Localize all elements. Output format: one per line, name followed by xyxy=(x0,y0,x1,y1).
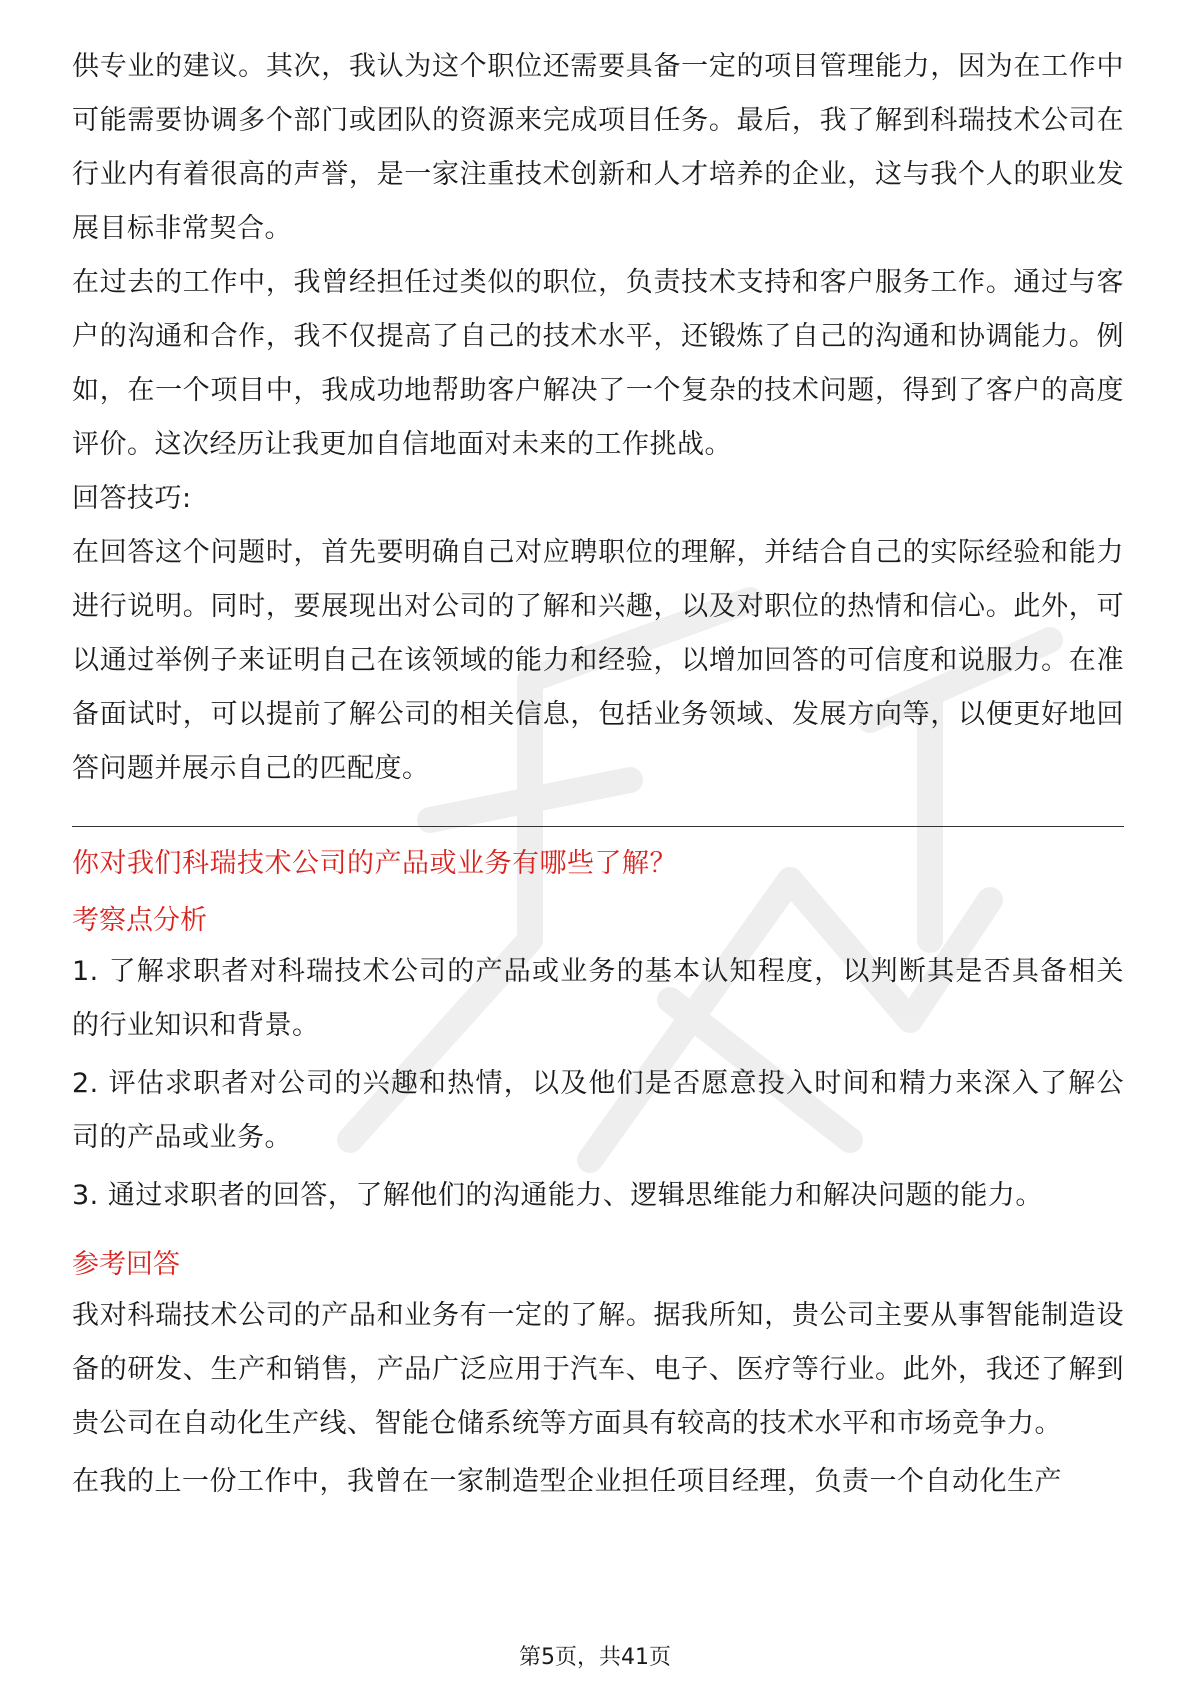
answer-label: 参考回答 xyxy=(72,1249,180,1280)
page-content xyxy=(72,40,1124,1509)
intro-paragraph-2: 在过去的工作中，我曾经担任过类似的职位，负责技术支持和客户服务工作。通过与客户的沟通和合作，我不仅提高了自己的技术水平，还锻炼了自己的沟通和协调能力。例如，在一个项目中，我成功地帮助客户解决了一个复杂的技术问题，得到了客户的高度评价。这次经历让我更加自信地面对未来的工作挑战。 xyxy=(72,267,1124,460)
analysis-item-1: 1. 了解求职者对科瑞技术公司的产品或业务的基本认知程度，以判断其是否具备相关的行业知识和背景。 xyxy=(72,956,1124,1041)
analysis-item-3: 3. 通过求职者的回答，了解他们的沟通能力、逻辑思维能力和解决问题的能力。 xyxy=(72,1180,1043,1211)
answer-paragraph-1: 我对科瑞技术公司的产品和业务有一定的了解。据我所知，贵公司主要从事智能制造设备的研发、生产和销售，产品广泛应用于汽车、电子、医疗等行业。此外，我还了解到贵公司在自动化生产线、智能仓储系统等方面具有较高的技术水平和市场竞争力。 xyxy=(72,1300,1124,1439)
question-title: 你对我们科瑞技术公司的产品或业务有哪些了解？ xyxy=(72,848,677,879)
page-indicator: 第5页，共41页 xyxy=(519,1645,671,1670)
answer-paragraph-2: 在我的上一份工作中，我曾在一家制造型企业担任项目经理，负责一个自动化生产 xyxy=(72,1466,1062,1497)
intro-paragraph-1: 供专业的建议。其次，我认为这个职位还需要具备一定的项目管理能力，因为在工作中可能需要协调多个部门或团队的资源来完成项目任务。最后，我了解到科瑞技术公司在行业内有着很高的声誉，是一家注重技术创新和人才培养的企业，这与我个人的职业发展目标非常契合。 xyxy=(72,51,1124,244)
analysis-label: 考察点分析 xyxy=(72,905,207,936)
tips-paragraph: 在回答这个问题时，首先要明确自己对应聘职位的理解，并结合自己的实际经验和能力进行说明。同时，要展现出对公司的了解和兴趣，以及对职位的热情和信心。此外，可以通过举例子来证明自己在该领域的能力和经验，以增加回答的可信度和说服力。在准备面试时，可以提前了解公司的相关信息，包括业务领域、发展方向等，以便更好地回答问题并展示自己的匹配度。 xyxy=(72,537,1124,784)
tips-label: 回答技巧: xyxy=(72,483,192,514)
analysis-item-2: 2. 评估求职者对公司的兴趣和热情，以及他们是否愿意投入时间和精力来深入了解公司的产品或业务。 xyxy=(72,1068,1124,1153)
section-divider xyxy=(72,826,1124,827)
